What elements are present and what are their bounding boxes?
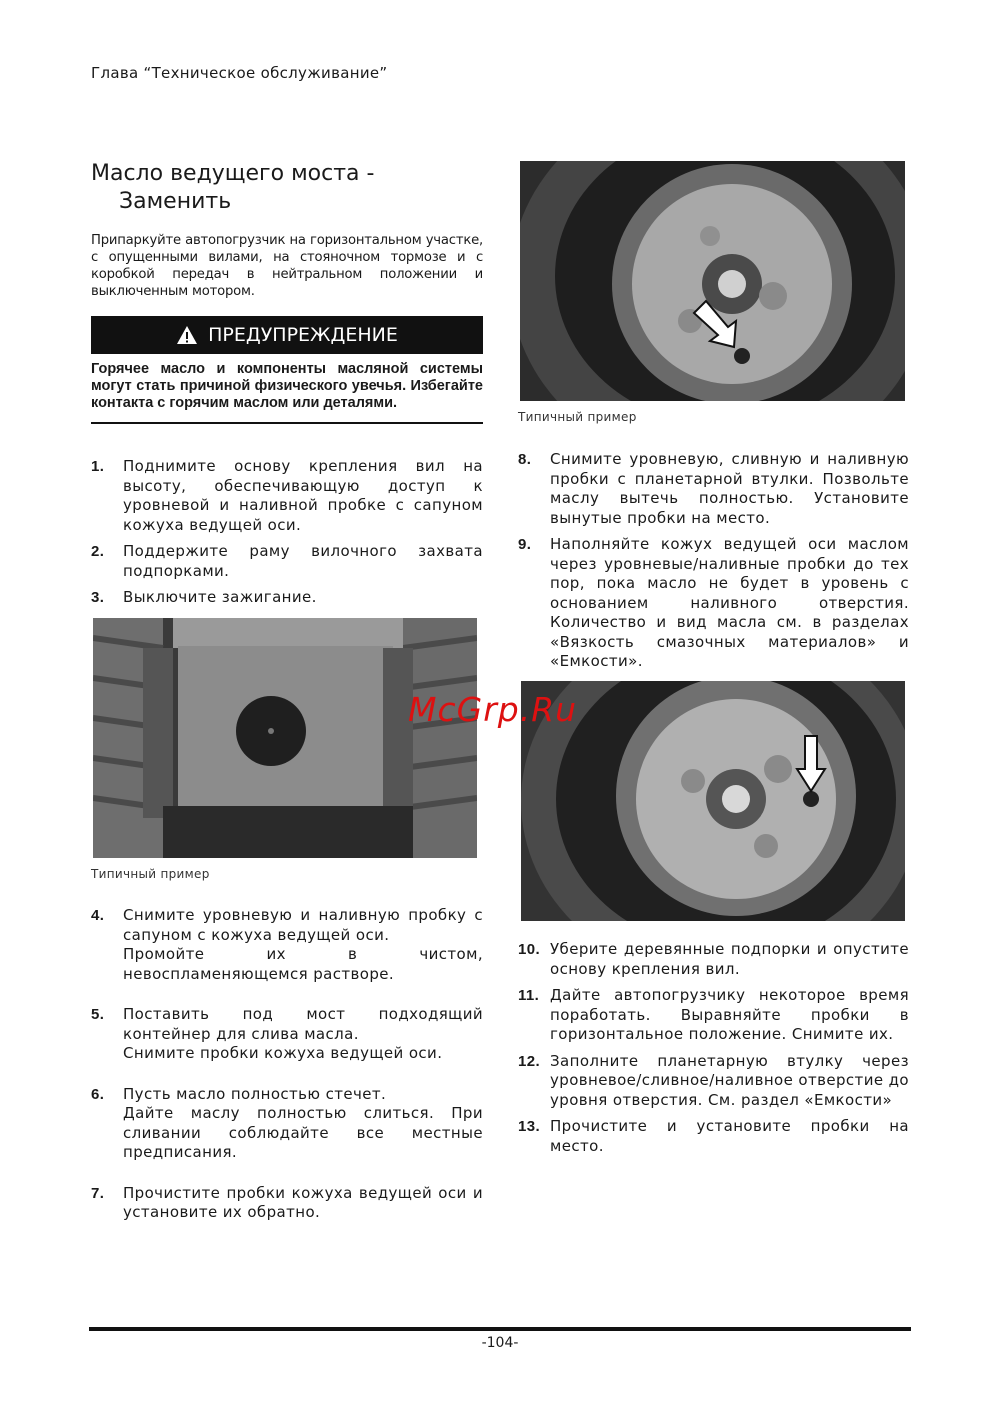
- step-item: [91, 457, 483, 535]
- page-number: -104-: [481, 1335, 519, 1351]
- steps-right-bottom: [518, 940, 909, 1156]
- photo-axle-housing: [93, 618, 477, 858]
- step-item: [518, 1052, 909, 1111]
- step-text: Заполните планетарную втулку через уровневое/сливное/наливное отверстие до уровня отверстия. См. раздел «Емкости»: [550, 1051, 909, 1109]
- step-number: 7.: [91, 1184, 105, 1202]
- section-title-line1: Масло ведущего моста -: [91, 161, 375, 186]
- step-number: 13.: [518, 1118, 541, 1135]
- warning-banner: [91, 316, 483, 354]
- step-item: [91, 1085, 483, 1163]
- intro-paragraph: Припаркуйте автопогрузчик на горизонтальном участке, с опущенными вилами, на стояночном тормозе и с коробкой передач в нейтральном положении и выключенным мотором.: [91, 233, 483, 299]
- warning-triangle-icon: [176, 325, 198, 345]
- step-item: [91, 1184, 483, 1223]
- step-number: 2.: [91, 543, 105, 560]
- step-item: [91, 906, 483, 984]
- step-item: [518, 986, 909, 1045]
- step-number: 6.: [91, 1085, 105, 1103]
- step-item: [518, 940, 909, 979]
- steps-left-top: [91, 457, 483, 608]
- step-number: 5.: [91, 1006, 105, 1023]
- steps-right-top: [518, 450, 909, 672]
- step-text: Наполняйте кожух ведущей оси маслом через уровневые/наливные пробки до тех пор, пока масло не будет в уровень с основанием наливного отверстия. Количество и вид масла см. в разделах «Вязкость смазочных материалов» и «Емкости».: [550, 535, 909, 670]
- step-number: 11.: [518, 987, 540, 1004]
- watermark: McGrp.Ru: [408, 690, 578, 729]
- step-text: Снимите пробки кожуха ведущей оси.: [123, 1044, 443, 1062]
- chapter-header: Глава “Техническое обслуживание”: [91, 64, 388, 82]
- step-text: Дайте маслу полностью слиться. При сливании соблюдайте все местные предписания.: [123, 1104, 483, 1161]
- section-title: [91, 160, 481, 216]
- warning-text: Горячее масло и компоненты масляной системы могут стать причиной физического увечья. Избегайте контакта с горячим маслом или деталями.: [91, 361, 483, 424]
- step-item: [91, 588, 483, 608]
- step-text: Поднимите основу крепления вил на высоту, обеспечивающую доступ к уровневой и наливной пробке с сапуном кожуха ведущей оси.: [123, 457, 483, 534]
- photo-caption: Типичный пример: [518, 410, 637, 424]
- photo-planetary-hub-top: [520, 161, 905, 401]
- step-number: 1.: [91, 458, 105, 475]
- steps-left-bottom: [91, 906, 483, 1223]
- step-number: 8.: [518, 451, 532, 468]
- photo-caption: Типичный пример: [91, 867, 210, 881]
- step-text: Промойте их в чистом, невоспламеняющемся растворе.: [123, 945, 483, 983]
- footer-divider: [89, 1327, 911, 1331]
- step-text: Уберите деревянные подпорки и опустите основу крепления вил.: [550, 940, 909, 978]
- step-text: Поддержите раму вилочного захвата подпорками.: [123, 542, 483, 580]
- step-number: 4.: [91, 907, 105, 924]
- step-item: [518, 1117, 909, 1156]
- step-item: [91, 542, 483, 581]
- step-text: Дайте автопогрузчику некоторое время поработать. Выравняйте пробки в горизонтальное положение. Снимите их.: [550, 986, 909, 1043]
- step-text: Снимите уровневую и наливную пробку с сапуном с кожуха ведущей оси.: [123, 906, 483, 944]
- step-number: 3.: [91, 589, 105, 606]
- step-text: Выключите зажигание.: [123, 588, 317, 606]
- step-number: 10.: [518, 941, 541, 958]
- step-text: Прочистите и установите пробки на место.: [550, 1117, 909, 1155]
- photo-planetary-hub-bottom: [521, 681, 905, 921]
- step-text: Прочистите пробки кожуха ведущей оси и установите их обратно.: [123, 1183, 483, 1221]
- section-title-line2: Заменить: [119, 189, 232, 214]
- step-number: 9.: [518, 536, 532, 553]
- step-item: [518, 450, 909, 528]
- warning-label: ПРЕДУПРЕЖДЕНИЕ: [208, 324, 398, 346]
- step-item: [518, 535, 909, 672]
- step-text: Поставить под мост подходящий контейнер для слива масла.: [123, 1005, 483, 1043]
- step-text: Пусть масло полностью стечет.: [123, 1084, 387, 1103]
- step-number: 12.: [518, 1052, 541, 1070]
- step-text: Снимите уровневую, сливную и наливную пробки с планетарной втулки. Позвольте маслу вытечь полностью. Установите вынутые пробки на место.: [550, 450, 909, 527]
- step-item: [91, 1005, 483, 1064]
